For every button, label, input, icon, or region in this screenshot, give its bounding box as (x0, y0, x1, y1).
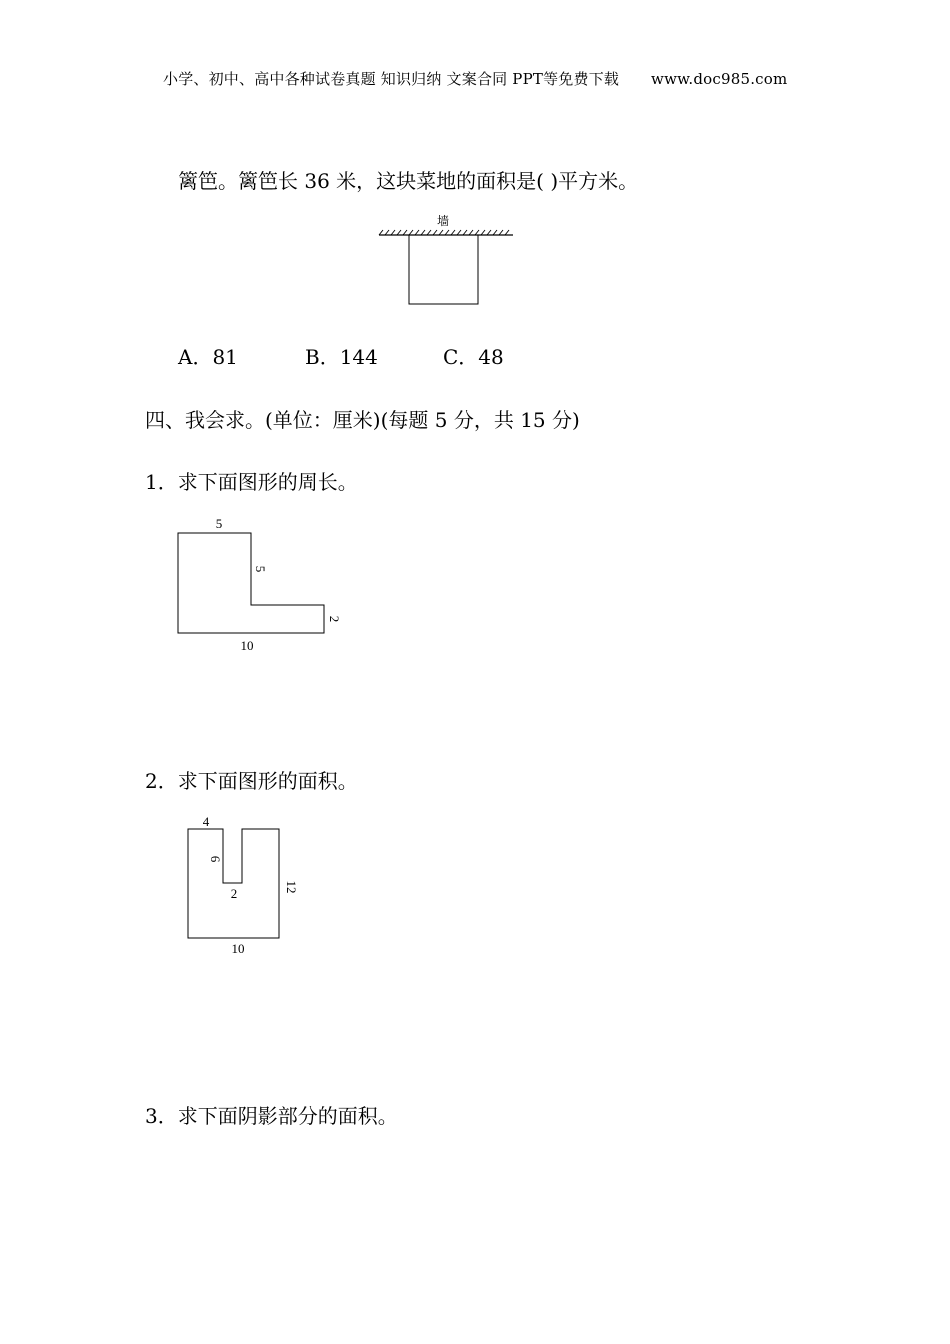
q1-label-inner: 5 (253, 565, 268, 573)
section-title: 四、我会求。(单位：厘米)(每题 5 分，共 15 分) (145, 408, 580, 432)
q1-label-right: 2 (327, 615, 342, 623)
q2-label-slot-depth: 6 (208, 855, 223, 863)
question-1: 1．求下面图形的周长。 (145, 470, 358, 494)
wall-hatching (379, 230, 509, 235)
fence-rectangle (409, 235, 478, 304)
page-header (163, 68, 787, 89)
l-shape-outline (178, 533, 324, 633)
question-2: 2．求下面图形的面积。 (145, 769, 358, 793)
header-url: www.doc985.com (651, 70, 788, 88)
q1-label-top: 5 (215, 516, 223, 531)
option-c: C．48 (443, 345, 504, 369)
wall-label: 墙 (436, 214, 450, 228)
l-shape-figure (165, 512, 355, 657)
q2-label-top-left: 4 (202, 814, 210, 829)
u-shape-outline (188, 829, 279, 938)
header-text: 小学、初中、高中各种试卷真题 知识归纳 文案合同 PPT等免费下载 (163, 70, 620, 88)
option-b: B．144 (305, 345, 378, 369)
question-3: 3．求下面阴影部分的面积。 (145, 1104, 398, 1128)
wall-rectangle-figure (375, 210, 520, 310)
q1-label-bottom: 10 (240, 638, 254, 653)
question-continuation: 篱笆。篱笆长 36 米，这块菜地的面积是( )平方米。 (178, 169, 639, 193)
u-shape-figure (180, 810, 320, 960)
q2-label-bottom: 10 (231, 941, 245, 956)
q2-label-right: 12 (284, 880, 299, 894)
q2-label-slot-width: 2 (230, 886, 238, 901)
option-a: A．81 (178, 345, 238, 369)
